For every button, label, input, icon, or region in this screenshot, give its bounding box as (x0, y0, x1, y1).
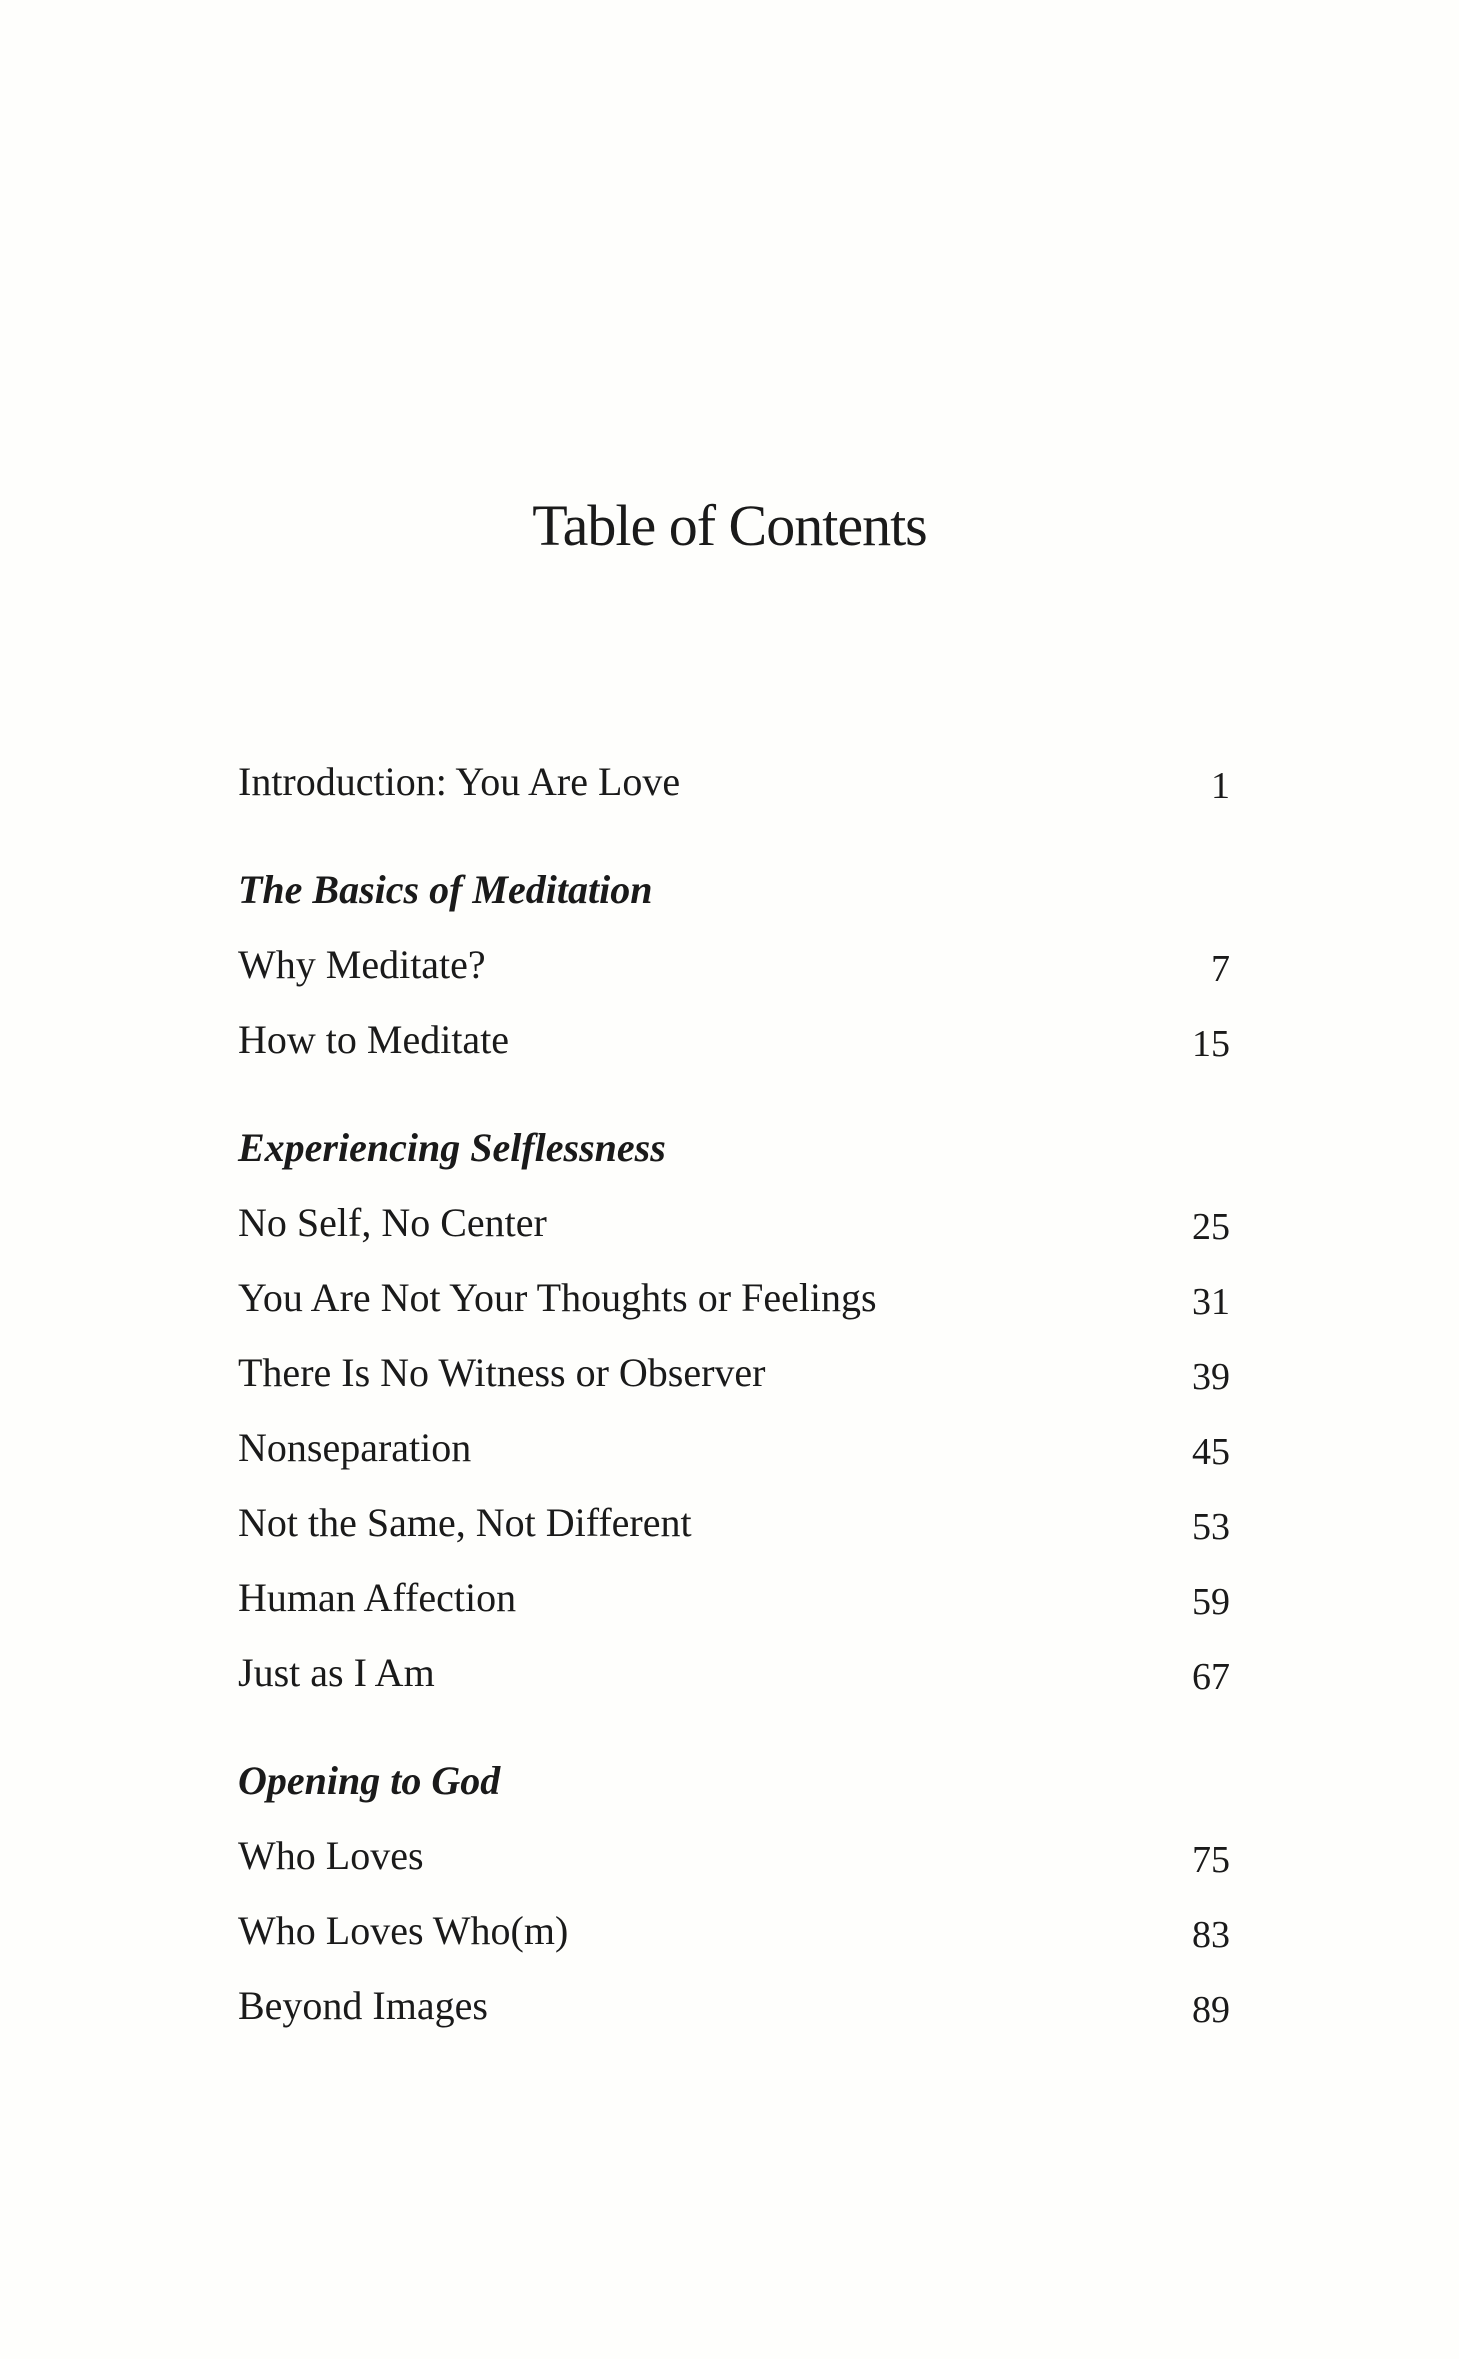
toc-entry-page-number: 25 (1192, 1206, 1230, 1248)
toc-entry[interactable] (238, 1343, 1230, 1403)
toc-entry-label: Who Loves (238, 1833, 424, 1878)
toc-entry-label: You Are Not Your Thoughts or Feelings (238, 1275, 877, 1320)
toc-entry[interactable] (238, 1976, 1230, 2036)
section-heading-basics: The Basics of Meditation (238, 867, 653, 912)
toc-entry[interactable] (238, 1643, 1230, 1703)
section-heading-selflessness: Experiencing Selflessness (238, 1125, 666, 1170)
toc-entry[interactable] (238, 1901, 1230, 1961)
page-title: Table of Contents (532, 493, 927, 558)
toc-entry-page-number: 83 (1192, 1914, 1230, 1956)
section-heading-opening: Opening to God (238, 1758, 501, 1803)
toc-entry-label: No Self, No Center (238, 1200, 547, 1245)
toc-entry-page-number: 7 (1211, 948, 1230, 990)
toc-entry-label: Why Meditate? (238, 942, 486, 987)
toc-entry[interactable] (238, 1493, 1230, 1553)
toc-entry-page-number: 75 (1192, 1839, 1230, 1881)
toc-entry[interactable] (238, 1826, 1230, 1886)
toc-entry-page-number: 45 (1192, 1431, 1230, 1473)
toc-entry[interactable] (238, 1418, 1230, 1478)
toc-entry[interactable] (238, 935, 1230, 995)
toc-entry[interactable] (238, 1193, 1230, 1253)
toc-entry[interactable] (238, 1010, 1230, 1070)
toc-entry-label: Not the Same, Not Different (238, 1500, 692, 1545)
toc-entry-page-number: 15 (1192, 1023, 1230, 1065)
toc-entry-label: Who Loves Who(m) (238, 1908, 569, 1953)
toc-entry-label: Just as I Am (238, 1650, 435, 1695)
toc-entry-page-number: 31 (1192, 1281, 1230, 1323)
toc-entry-label: Introduction: You Are Love (238, 759, 681, 804)
toc-entry-page-number: 89 (1192, 1989, 1230, 2031)
toc-entry-page-number: 39 (1192, 1356, 1230, 1398)
toc-entry-introduction[interactable] (238, 752, 1230, 812)
toc-entry[interactable] (238, 1568, 1230, 1628)
toc-entry-label: How to Meditate (238, 1017, 510, 1062)
toc-entry-page-number: 59 (1192, 1581, 1230, 1623)
toc-entry[interactable] (238, 1268, 1230, 1328)
toc-entry-label: Human Affection (238, 1575, 517, 1620)
toc-entry-label: Nonseparation (238, 1425, 472, 1470)
toc-entry-label: Beyond Images (238, 1983, 488, 2028)
toc-entry-page-number: 1 (1211, 765, 1230, 807)
toc-entry-label: There Is No Witness or Observer (238, 1350, 766, 1395)
toc-entry-page-number: 53 (1192, 1506, 1230, 1548)
toc-entry-page-number: 67 (1192, 1656, 1230, 1698)
